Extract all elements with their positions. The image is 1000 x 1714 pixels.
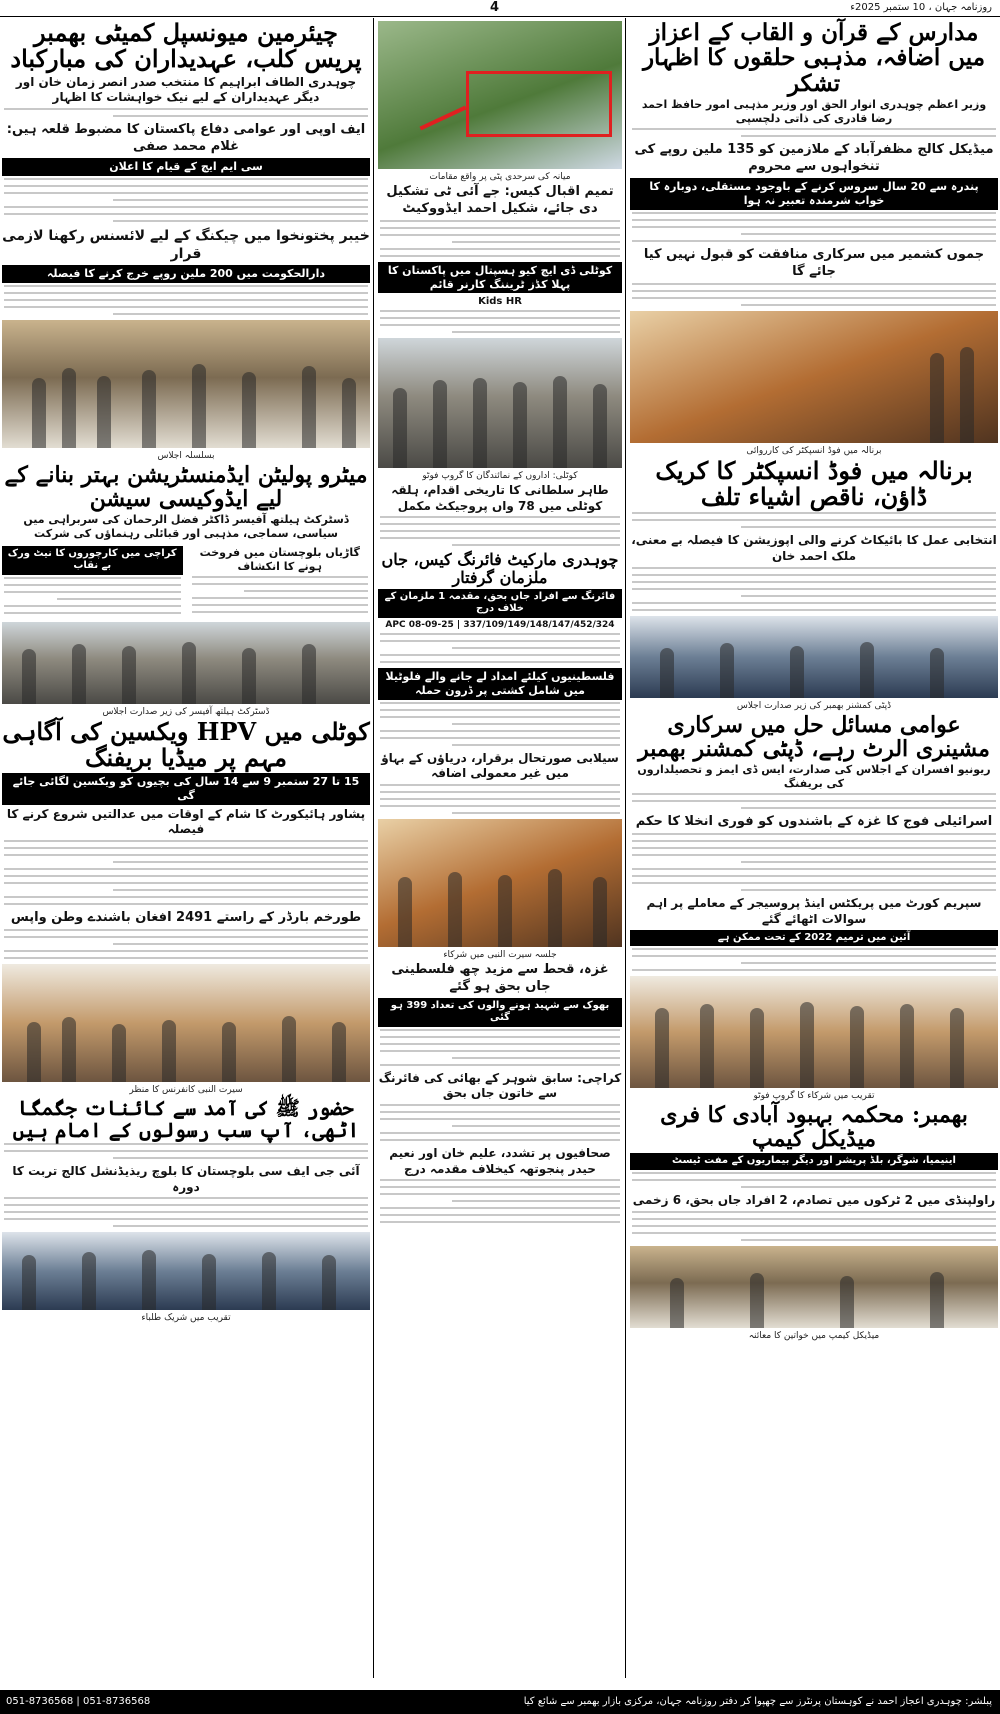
photo-caption: سیرت النبی کانفرنس کا منظر [129, 1084, 243, 1095]
subheadline: ریونیو افسران کے اجلاس کی صدارت، ایس ڈی ایمز و تحصیلداروں کی بریفنگ [637, 762, 991, 791]
headline: بھمبر: محکمہ بہبود آبادی کا فری میڈیکل کیمپ [660, 1102, 968, 1153]
arrow-icon [419, 106, 466, 131]
footer-phone: 051-8736568 | 051-8736568 [6, 1696, 151, 1707]
banner: اینیمیا، شوگر، بلڈ پریشر اور دیگر بیماریوں کے مفت ٹیسٹ [630, 1153, 998, 1170]
subheadline: آئی جی ایف سی بلوچستان کا بلوچ ریذیڈنشل کالج تربت کا دورہ [12, 1163, 360, 1194]
news-photo [2, 622, 370, 704]
subheadline: سیلابی صورتحال برقرار، دریاؤں کے بہاؤ میں غیر معمولی اضافہ [381, 750, 619, 781]
photo-caption: بسلسلہ اجلاس [157, 450, 215, 461]
news-photo [378, 338, 622, 468]
headline: غزہ، قحط سے مزید چھ فلسطینی جاں بحق ہو گئے [391, 962, 609, 994]
subheadline: ڈسٹرکٹ ہیلتھ آفیسر ڈاکٹر فضل الرحمان کی سربراہی میں سیاسی، سماجی، مذہبی اور قبائلی رہنماؤں کی شرکت [23, 513, 349, 541]
subheadline: اسرائیلی فوج کا غزہ کے باشندوں کو فوری انخلا کا حکم [635, 814, 993, 830]
photo-caption: جلسہ سیرت النبی میں شرکاء [443, 950, 557, 961]
news-photo [630, 616, 998, 698]
subheadline: سپریم کورٹ میں پریکٹس اینڈ پروسیجر کے معاملے پر اہم سوالات اٹھائے گئے [646, 896, 982, 926]
news-photo [378, 819, 622, 947]
photo-caption: تقریب میں شرکاء کا گروپ فوٹو [753, 1091, 875, 1102]
headline: برنالہ میں فوڈ انسپکٹر کا کریک ڈاؤن، ناقص اشیاء تلف [655, 455, 973, 511]
news-photo [2, 320, 370, 448]
headline: عوامی مسائل حل میں سرکاری مشینری الرٹ رہے، ڈپٹی کمشنر بھمبر [638, 711, 990, 762]
headline: کراچی: سابق شوہر کے بھائی کی فائرنگ سے خاتون جاں بحق [378, 1070, 622, 1101]
banner: بھوک سے شہید ہونے والوں کی تعداد 399 ہو گئی [378, 998, 622, 1027]
banner: پندرہ سے 20 سال سروس کرنے کے باوجود مستقلی، دوبارہ کا خواب شرمندہ تعبیر نہ ہوا [630, 178, 998, 210]
column-divider [625, 18, 626, 1678]
news-photo [378, 21, 622, 169]
page-number: 4 [490, 0, 500, 15]
headline: حضور ﷺ کی آمد سے کائنات جگمگا اٹھی، آپ سب رسولوں کے امام ہیں [12, 1095, 360, 1142]
page-header [0, 0, 1000, 17]
subheadline: گاڑیاں بلوچستان میں فروخت ہونے کا انکشاف [199, 545, 360, 573]
news-photo [2, 964, 370, 1082]
banner: 15 تا 27 ستمبر 9 سے 14 سال کی بچیوں کو ویکسین لگائی جائے گی [2, 773, 370, 805]
highlight-box [466, 71, 612, 137]
footer-imprint: پبلشر: چوہدری اعجاز احمد نے کوہستان پرنٹرز سے چھپوا کر دفتر روزنامہ جہان، مرکزی بازار بھمبر سے شائع کیا [523, 1696, 992, 1707]
photo-caption: میڈیکل کیمپ میں خواتین کا معائنہ [748, 1330, 880, 1341]
subheadline: خیبر پختونخوا میں چیکنگ کے لیے لائسنس رکھنا لازمی قرار [2, 227, 370, 262]
news-photo [630, 976, 998, 1088]
news-photo [2, 1232, 370, 1310]
banner: کوٹلی ڈی ایچ کیو ہسپتال میں پاکستان کا پہلا کڈز ٹریننگ کارنر قائم [378, 262, 622, 294]
photo-caption: کوٹلی: اداروں کے نمائندگان کا گروپ فوٹو [422, 471, 578, 482]
photo-caption: ڈپٹی کمشنر بھمبر کی زیر صدارت اجلاس [736, 700, 892, 711]
subheadline: میڈیکل کالج مظفرآباد کے ملازمین کو 135 ملین روپے کی تنخواہوں سے محروم [634, 142, 994, 175]
subheadline: وزیر اعظم چوہدری انوار الحق اور وزیر مذہبی امور حافظ احمد رضا قادری کی ذاتی دلچسپی [641, 97, 987, 126]
banner: آئین میں ترمیم 2022 کے تحت ممکن ہے [630, 930, 998, 947]
subheadline: جموں کشمیر میں سرکاری منافقت کو قبول نہیں کیا جائے گا [643, 246, 985, 279]
photo-caption: میانہ کی سرحدی پٹی پر واقع مقامات [429, 172, 571, 182]
photo-caption: تقریب میں شریک طلباء [141, 1313, 231, 1324]
subheadline: ایف اوپی اور عوامی دفاع پاکستان کا مضبوط قلعہ ہیں: غلام محمد صفی [6, 121, 366, 154]
photo-caption: ڈسٹرکٹ ہیلتھ آفیسر کی زیر صدارت اجلاس [102, 706, 270, 717]
subheadline: طورخم بارڈر کے راستے 2491 افغان باشندے وطن واپس [10, 910, 362, 926]
issue-date: روزنامہ جہان ، 10 ستمبر 2025ء [850, 2, 992, 13]
subheadline: پشاور ہائیکورٹ کا شام کے اوقات میں عدالتیں شروع کرنے کا فیصلہ [6, 806, 366, 837]
banner: دارالحکومت میں 200 ملین روپے خرج کرنے کا فیصلہ [2, 265, 370, 283]
headline: میٹرو پولیٹن ایڈمنسٹریشن بہتر بنانے کے لیے ایڈوکیسی سیشن [4, 461, 368, 512]
headline: چوہدری مارکیٹ فائرنگ کیس، جاں ملزمان گرفتار [381, 550, 619, 588]
headline: کوٹلی میں HPV ویکسین کی آگاہی مہم پر میڈیا بریفنگ [2, 716, 370, 772]
news-photo [630, 1246, 998, 1328]
news-photo [630, 311, 998, 443]
middle-column [376, 18, 624, 1228]
banner: فائرنگ سے افراد جاں بحق، مقدمہ 1 ملزمان کے خلاف درج [378, 589, 622, 618]
right-column [628, 18, 1000, 1342]
banner: فلسطینیوں کیلئے امداد لے جانے والے فلوٹیلا میں شامل کشتی پر ڈرون حملہ [378, 668, 622, 700]
column-divider [373, 18, 374, 1678]
fir-numbers: APC 08-09-25 | 337/109/149/148/147/452/324 [385, 619, 615, 630]
left-column [0, 18, 372, 1324]
headline: صحافیوں پر تشدد، علیم خان اور نعیم حیدر پنجوتھہ کیخلاف مقدمہ درج [389, 1146, 611, 1176]
headline: چیئرمین میونسپل کمیٹی بھمبر پریس کلب، عہدیداران کی مبارکباد [10, 18, 362, 74]
subheadline: راولپنڈی میں 2 ٹرکوں میں تصادم، 2 افراد جاں بحق، 6 زخمی [632, 1192, 996, 1207]
headline: تمیم اقبال کیس: جے آئی ٹی تشکیل دی جائے، شکیل احمد ایڈووکیٹ [386, 184, 614, 216]
banner: سی ایم ایچ کے قیام کا اعلان [2, 158, 370, 176]
photo-caption: برنالہ میں فوڈ انسپکٹر کی کارروائی [746, 445, 882, 456]
subheadline: چوہدری الطاف ابراہیم کا منتخب صدر انصر زمان خان اور دیگر عہدیداران کے لیے نیک خواہشات کا اظہار [15, 74, 357, 105]
headline: مدارس کے قرآن و القاب کے اعزاز میں اضافہ، مذہبی حلقوں کا اظہار تشکر [642, 19, 986, 97]
page-footer [0, 1690, 1000, 1714]
banner: کراچی میں کارچوروں کا نیٹ ورک بے نقاب [2, 546, 183, 575]
headline: طاہر سلطانی کا تاریخی اقدام، ہلقہ کوٹلی میں 78 واں پروجیکٹ مکمل [391, 483, 609, 513]
subheadline: انتخابی عمل کا بائیکاٹ کرنے والی اپوزیشن کا فیصلہ بے معنی، ملک احمد خان [631, 533, 997, 563]
tag: Kids HR [478, 296, 522, 308]
